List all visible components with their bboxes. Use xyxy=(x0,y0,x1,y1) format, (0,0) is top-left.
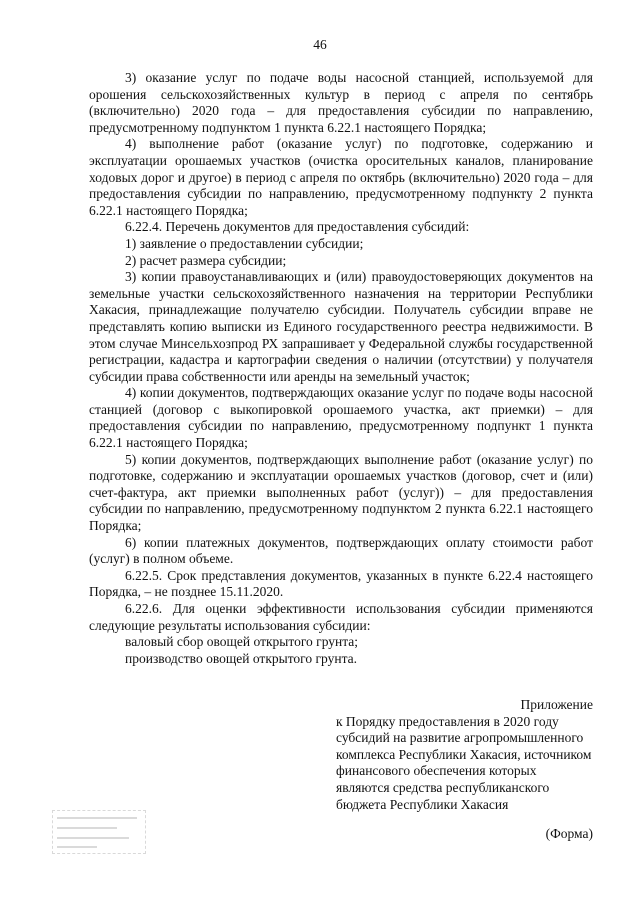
paragraph-doc-1: 1) заявление о предоставлении субсидии; xyxy=(125,235,364,251)
paragraph-6-22-6: 6.22.6. Для оценки эффективности использования субсидии применяются следующие результаты использования субсидии: xyxy=(89,601,593,633)
paragraph-doc-3: 3) копии правоустанавливающих и (или) правоудостоверяющих документов на земельные участки сельскохозяйственного назначения на территории Республики Хакасия, принадлежащие получателю субсидии. Получатель субсидии вправе не представлять копию выписки из Единого государственного реестра недвижимости. В этом случае Минсельхозпрод РХ запрашивает у Федеральной службы государственной регистрации, кадастра и картографии сведения о наличии (отсутствии) у получателя субсидии права собственности или аренды на земельный участок; xyxy=(89,269,593,384)
paragraph-doc-6: 6) копии платежных документов, подтверждающих оплату стоимости работ (услуг) в полном объеме. xyxy=(89,534,593,567)
paragraph-doc-4: 4) копии документов, подтверждающих оказание услуг по подаче воды насосной станцией (договор с выкопировкой орошаемого участка, акт приемки) – для предоставления субсидии по направлению, предусмотренному подпункт 1 пункта 6.22.1 настоящего Порядка; xyxy=(89,385,593,451)
appendix-title: Приложение xyxy=(520,697,593,712)
faded-stamp xyxy=(52,810,146,854)
paragraph-doc-5: 5) копии документов, подтверждающих выполнение работ (оказание услуг) по подготовке, содержанию и эксплуатации орошаемых участков (договор, счет и (или) счет-фактура, акт приемки выполненных работ (услуг)) – для предоставления субсидии по направлению, предусмотренному подпунктом 2 пункта 6.22.1 настоящего Порядка; xyxy=(89,451,593,534)
paragraph-6-22-5: 6.22.5. Срок представления документов, указанных в пункте 6.22.4 настоящего Порядка, – не позднее 15.11.2020. xyxy=(89,567,593,600)
paragraph-doc-2: 2) расчет размера субсидии; xyxy=(125,252,287,268)
paragraph-6-22-4-heading: 6.22.4. Перечень документов для предоставления субсидий: xyxy=(125,219,470,235)
page-number: 46 xyxy=(313,37,327,52)
appendix-subtitle: к Порядку предоставления в 2020 году субсидий на развитие агропромышленного комплекса Республики Хакасия, источником финансового обеспечения которых являются средства республиканского бюджета Республики Хакасия xyxy=(336,713,592,812)
paragraph-item-4-works: 4) выполнение работ (оказание услуг) по подготовке, содержанию и эксплуатации орошаемых участков (очистка оросительных каналов, планирование ходовых дорог и другое) в период с апреля по октябрь (включительно) 2020 года – для предоставления субсидии по направлению, предусмотренному подпункту 2 пункта 6.22.1 настоящего Порядка; xyxy=(89,136,593,218)
result-item-gross-harvest: валовый сбор овощей открытого грунта; xyxy=(125,634,359,650)
document-body xyxy=(89,70,593,667)
form-label: (Форма) xyxy=(545,826,593,841)
result-item-production: производство овощей открытого грунта. xyxy=(125,650,358,666)
appendix-block xyxy=(336,697,593,813)
paragraph-item-3-services: 3) оказание услуг по подаче воды насосной станцией, используемой для орошения сельскохозяйственных культур в период с апреля по сентябрь (включительно) 2020 года – для предоставления субсидии по направлению, предусмотренному подпунктом 1 пункта 6.22.1 настоящего Порядка; xyxy=(89,70,593,135)
